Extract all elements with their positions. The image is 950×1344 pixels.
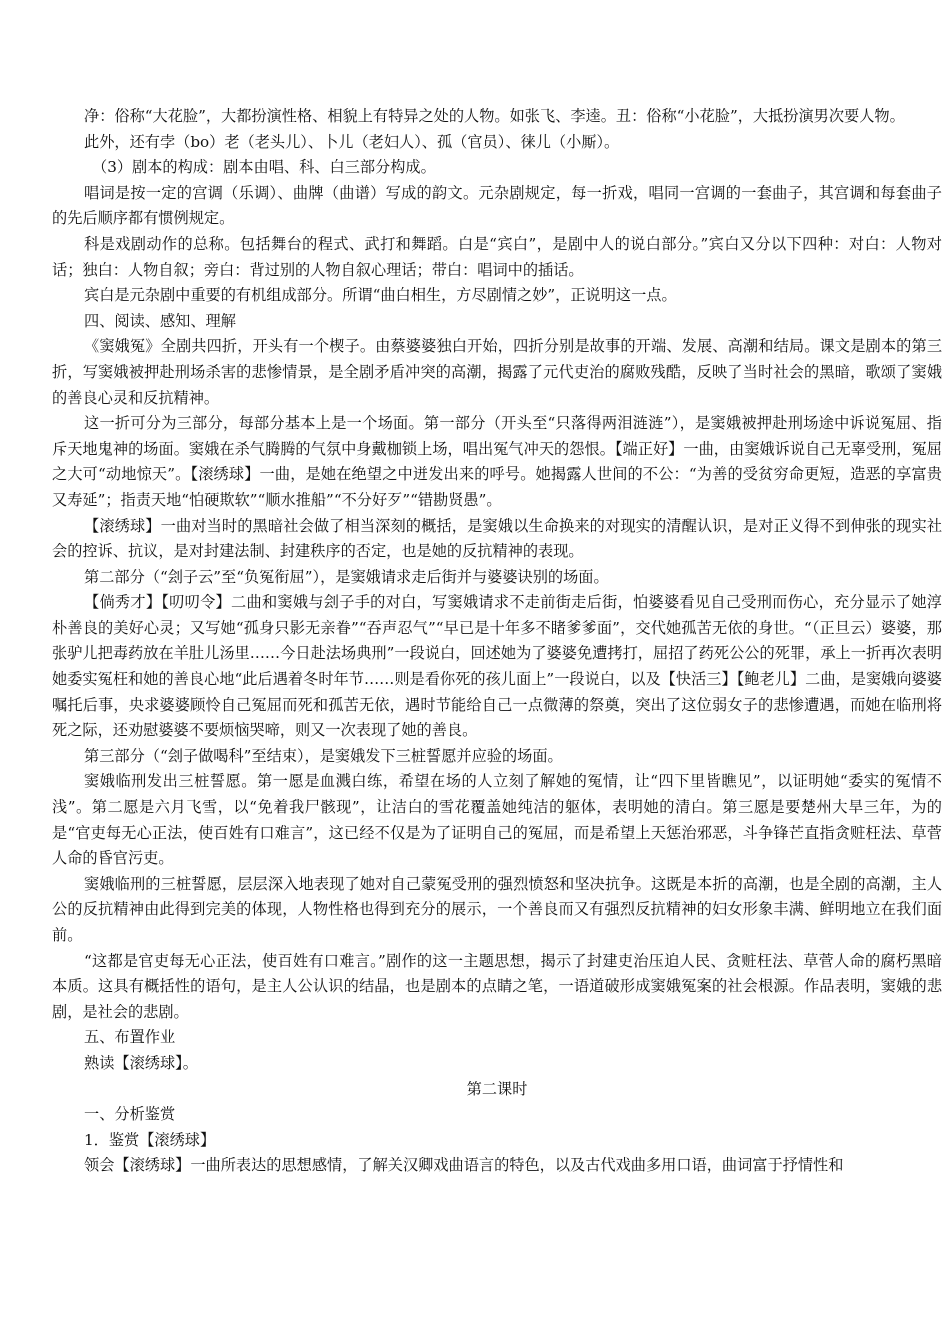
paragraph: 宾白是元杂剧中重要的有机组成部分。所谓“曲白相生，方尽剧情之妙”，正说明这一点。 bbox=[84, 286, 677, 305]
paragraph: 一、分析鉴赏 bbox=[84, 1105, 176, 1124]
paragraph: 《窦娥冤》全剧共四折，开头有一个楔子。由蔡婆婆独白开始，四折分别是故事的开端、发展、高潮和结局。课文是剧本的第三折，写窦娥被押赴刑场杀害的悲惨情景，是全剧矛盾冲突的高潮，揭露了元代吏治的腐败残酷，反映了当时社会的黑暗，歌颂了窦娥的善良心灵和反抗精神。 bbox=[52, 337, 942, 407]
paragraph: 【滚绣球】一曲对当时的黑暗社会做了相当深刻的概括，是窦娥以生命换来的对现实的清醒认识，是对正义得不到伸张的现实社会的控诉、抗议，是对封建法制、封建秩序的否定，也是她的反抗精神的表现。 bbox=[52, 516, 942, 561]
paragraph: 四、阅读、感知、理解 bbox=[84, 311, 236, 330]
paragraph: 此外，还有孛（bo）老（老头儿）、卜儿（老妇人）、孤（官员）、徕儿（小厮）。 bbox=[84, 132, 620, 151]
paragraph: 窦娥临刑的三桩誓愿，层层深入地表现了她对自己蒙冤受刑的强烈愤怒和坚决抗争。这既是本折的高潮，也是全剧的高潮，主人公的反抗精神由此得到完美的体现，人物性格也得到充分的展示，一个善良而又有强烈反抗精神的妇女形象丰满、鲜明地立在我们面前。 bbox=[52, 874, 942, 944]
paragraph: 这一折可分为三部分，每部分基本上是一个场面。第一部分（开头至“只落得两泪涟涟”），是窦娥被押赴刑场途中诉说冤屈、指斥天地鬼神的场面。窦娥在杀气腾腾的气氛中身戴枷锁上场，唱出冤气冲天的怨恨。【端正好】一曲，由窦娥诉说自己无辜受刑，冤屈之大可“动地惊天”。【滚绣球】一曲，是她在绝望之中迸发出来的呼号。她揭露人世间的不公：“为善的受贫穷命更短，造恶的享富贵又寿延”；指责天地“怕硬欺软”“顺水推船”“不分好歹”“错勘贤愚”。 bbox=[52, 414, 942, 509]
paragraph: 1．鉴赏【滚绣球】 bbox=[84, 1130, 216, 1149]
paragraph: 五、布置作业 bbox=[84, 1028, 176, 1047]
paragraph: 第三部分（“刽子做喝科”至结束），是窦娥发下三桩誓愿并应验的场面。 bbox=[84, 746, 563, 765]
paragraph: 【倘秀才】【叨叨令】二曲和窦娥与刽子手的对白，写窦娥请求不走前街走后街，怕婆婆看见自己受刑而伤心，充分显示了她淳朴善良的美好心灵；又写她“孤身只影无亲眷”“吞声忍气”“早已是十年多不睹爹爹面”，交代她孤苦无依的身世。“（正旦云）婆婆，那张驴儿把毒药放在羊肚儿汤里……今日赴法场典刑”一段说白，回述她为了婆婆免遭拷打，屈招了药死公公的死罪，承上一折再次表明她委实冤枉和她的善良心地“此后遇着冬时年节……则是看你死的孩儿面上”一段说白，以及【快活三】【鲍老儿】二曲，是窦娥向婆婆嘱托后事，央求婆婆顾怜自己冤屈而死和孤苦无依，遇时节能给自己一点微薄的祭奠，突出了这位弱女子的悲惨遭遇，而她在临刑将死之际，还劝慰婆婆不要烦恼哭啼，则又一次表现了她的善良。 bbox=[52, 593, 942, 740]
paragraph: 科是戏剧动作的总称。包括舞台的程式、武打和舞蹈。白是“宾白”，是剧中人的说白部分。”宾白又分以下四种：对白：人物对话；独白：人物自叙；旁白：背过别的人物自叙心理话；带白：唱词中的插话。 bbox=[52, 234, 942, 279]
document-body bbox=[52, 104, 942, 1179]
paragraph: 窦娥临刑发出三桩誓愿。第一愿是血溅白练，希望在场的人立刻了解她的冤情，让“四下里皆瞧见”，以证明她“委实的冤情不浅”。第二愿是六月飞雪，以“免着我尸骸现”，让洁白的雪花覆盖她纯洁的躯体，表明她的清白。第三愿是要楚州大旱三年，为的是“官吏每无心正法，使百姓有口难言”，这已经不仅是为了证明自己的冤屈，而是希望上天惩治邪恶，斗争锋芒直指贪赃枉法、草菅人命的昏官污吏。 bbox=[52, 772, 942, 868]
section-heading: 第二课时 bbox=[466, 1079, 528, 1098]
paragraph: 领会【滚绣球】一曲所表达的思想感情，了解关汉卿戏曲语言的特色，以及古代戏曲多用口语，曲词富于抒情性和 bbox=[84, 1156, 844, 1175]
paragraph: 唱词是按一定的宫调（乐调）、曲牌（曲谱）写成的韵文。元杂剧规定，每一折戏，唱同一宫调的一套曲子，其宫调和每套曲子的先后顺序都有惯例规定。 bbox=[52, 183, 942, 228]
paragraph: 净：俗称“大花脸”，大都扮演性格、相貌上有特异之处的人物。如张飞、李逵。丑：俗称“小花脸”，大抵扮演男次要人物。 bbox=[84, 107, 905, 125]
paragraph: 第二部分（“刽子云”至“负冤衔屈”），是窦娥请求走后街并与婆婆诀别的场面。 bbox=[84, 567, 609, 586]
paragraph: 熟读【滚绣球】。 bbox=[84, 1053, 198, 1072]
paragraph: （3）剧本的构成：剧本由唱、科、白三部分构成。 bbox=[92, 158, 436, 177]
paragraph: “这都是官吏每无心正法，使百姓有口难言。”剧作的这一主题思想，揭示了封建吏治压迫人民、贪赃枉法、草菅人命的腐朽黑暗本质。这具有概括性的语句，是主人公认识的结晶，也是剧本的点睛之笔，一语道破形成窦娥冤案的社会根源。作品表明，窦娥的悲剧，是社会的悲剧。 bbox=[52, 951, 942, 1021]
